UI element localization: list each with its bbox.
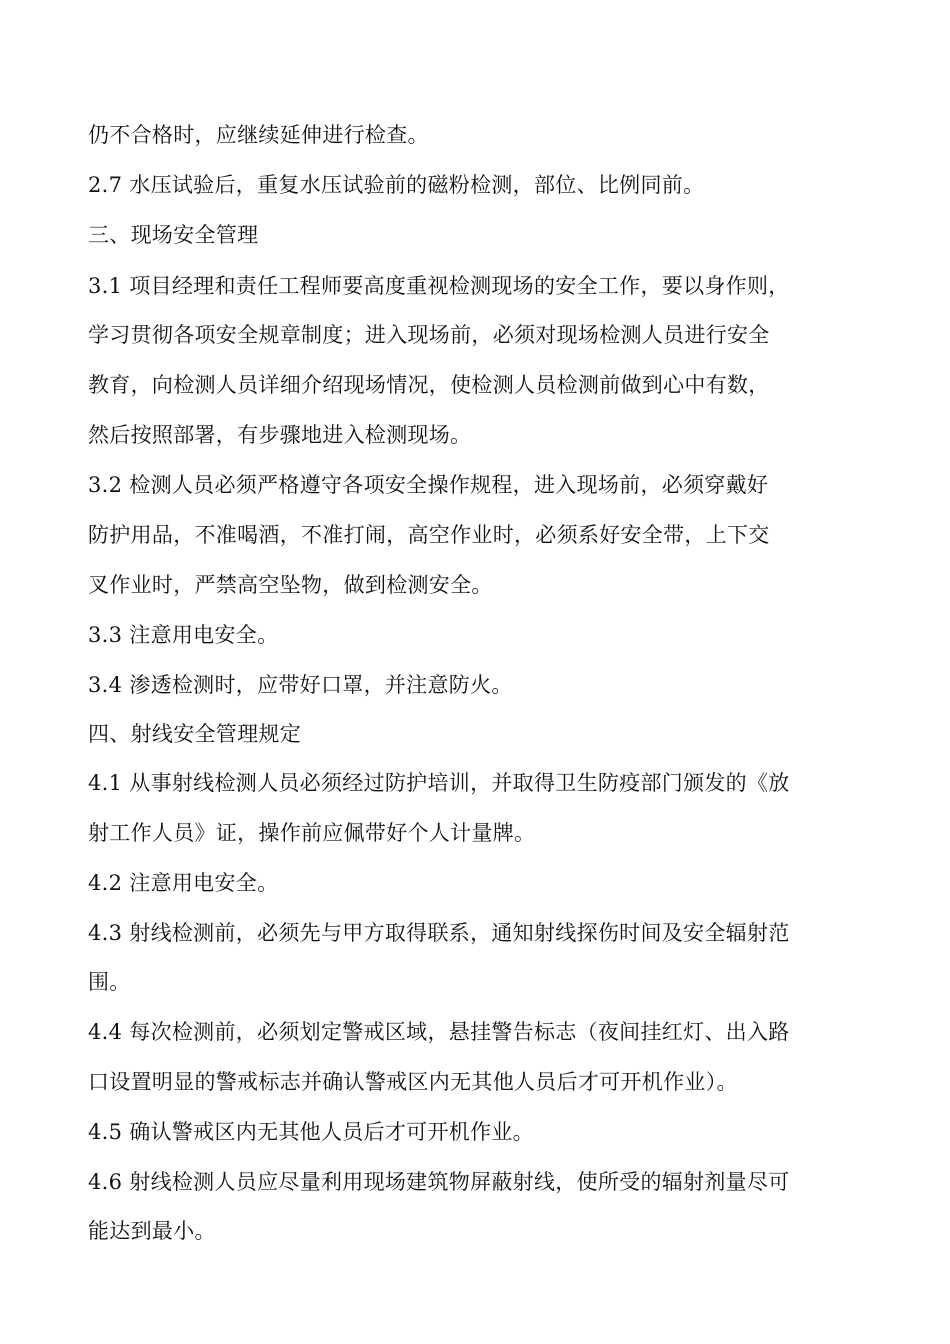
- section-heading: 四、射线安全管理规定: [88, 722, 301, 746]
- text-line: 围。: [88, 970, 131, 994]
- text-line: 3.4 渗透检测时，应带好口罩，并注意防火。: [88, 673, 513, 697]
- text-line: 仍不合格时，应继续延伸进行检查。: [88, 123, 429, 147]
- text-line: 3.1 项目经理和责任工程师要高度重视检测现场的安全工作，要以身作则，: [88, 274, 790, 298]
- text-line: 4.6 射线检测人员应尽量利用现场建筑物屏蔽射线，使所受的辐射剂量尽可: [88, 1170, 790, 1194]
- text-line: 4.2 注意用电安全。: [88, 871, 279, 895]
- text-line: 防护用品，不准喝酒，不准打闹，高空作业时，必须系好安全带，上下交: [88, 523, 770, 547]
- text-line: 叉作业时，严禁高空坠物，做到检测安全。: [88, 573, 493, 597]
- text-line: 能达到最小。: [88, 1219, 216, 1243]
- section-heading: 三、现场安全管理: [88, 223, 259, 247]
- text-line: 口设置明显的警戒标志并确认警戒区内无其他人员后才可开机作业）。: [88, 1070, 738, 1094]
- text-line: 2.7 水压试验后，重复水压试验前的磁粉检测，部位、比例同前。: [88, 173, 705, 197]
- text-line: 3.2 检测人员必须严格遵守各项安全操作规程，进入现场前，必须穿戴好: [88, 473, 769, 497]
- text-line: 4.3 射线检测前，必须先与甲方取得联系，通知射线探伤时间及安全辐射范: [88, 921, 790, 945]
- text-line: 射工作人员》证，操作前应佩带好个人计量牌。: [88, 821, 536, 845]
- text-line: 然后按照部署，有步骤地进入检测现场。: [88, 423, 472, 447]
- text-line: 4.5 确认警戒区内无其他人员后才可开机作业。: [88, 1120, 534, 1144]
- text-line: 学习贯彻各项安全规章制度；进入现场前，必须对现场检测人员进行安全: [88, 323, 770, 347]
- text-line: 教育，向检测人员详细介绍现场情况，使检测人员检测前做到心中有数，: [88, 373, 770, 397]
- text-line: 4.4 每次检测前，必须划定警戒区域，悬挂警告标志（夜间挂红灯、出入路: [88, 1020, 790, 1044]
- text-line: 4.1 从事射线检测人员必须经过防护培训，并取得卫生防疫部门颁发的《放: [88, 771, 790, 795]
- text-line: 3.3 注意用电安全。: [88, 623, 279, 647]
